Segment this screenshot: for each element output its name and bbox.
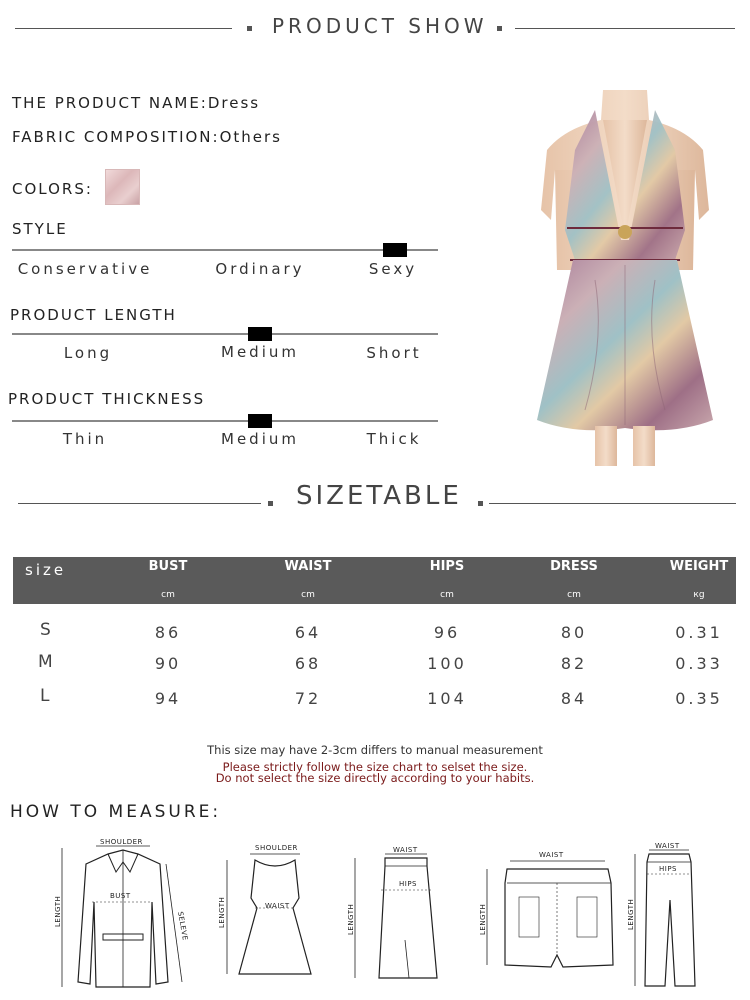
jacket-label-length: LENGTH — [54, 895, 62, 927]
skirt-label-waist: WAIST — [393, 846, 418, 854]
table-cell: 82 — [560, 654, 588, 673]
shorts-label-waist: WAIST — [539, 851, 564, 859]
style-option-ordinary: Ordinary — [215, 260, 305, 278]
table-cell: 90 — [154, 654, 182, 673]
table-cell: 96 — [433, 623, 461, 642]
jacket-label-bust: BUST — [110, 892, 131, 900]
table-cell: 104 — [427, 689, 467, 708]
shorts-label-length: LENGTH — [479, 903, 487, 935]
length-option-medium: Medium — [221, 343, 299, 361]
column-unit-waist: cm — [301, 590, 315, 600]
skirt-measure-diagram — [345, 840, 445, 988]
fabric-row — [12, 128, 282, 146]
pants-label-length: LENGTH — [627, 898, 635, 930]
product-name-row — [12, 94, 260, 112]
column-unit-hips: cm — [440, 590, 454, 600]
colors-label: COLORS: — [12, 180, 93, 198]
column-unit-bust: cm — [161, 590, 175, 600]
thickness-option-thin: Thin — [62, 430, 108, 448]
thickness-title: PRODUCT THICKNESS — [8, 390, 206, 408]
warning-note-2: Do not select the size directly according to your habits. — [215, 771, 535, 785]
size-table-header — [13, 557, 736, 604]
table-cell: 64 — [294, 623, 322, 642]
length-option-long: Long — [63, 344, 113, 362]
page-title: PRODUCT SHOW — [272, 14, 488, 38]
thickness-option-medium: Medium — [221, 430, 299, 448]
header-dot-left — [247, 26, 252, 31]
table-cell: 80 — [560, 623, 588, 642]
sizetable-dot-right — [478, 501, 483, 506]
length-marker — [248, 327, 272, 341]
jacket-label-shoulder: SHOULDER — [100, 838, 143, 846]
style-option-sexy: Sexy — [368, 260, 418, 278]
table-cell: 0.35 — [675, 689, 723, 708]
sizetable-rule-right — [489, 503, 736, 504]
length-scale — [12, 333, 438, 335]
color-swatch[interactable] — [105, 169, 140, 205]
product-image — [525, 90, 725, 470]
pants-label-waist: WAIST — [655, 842, 680, 850]
table-cell: 86 — [154, 623, 182, 642]
skirt-label-hips: HIPS — [399, 880, 417, 888]
thickness-marker — [248, 414, 272, 428]
table-cell: 0.31 — [675, 623, 723, 642]
jacket-measure-diagram — [48, 832, 198, 992]
column-header-waist: WAIST — [284, 559, 332, 574]
product-name-value: Dress — [207, 94, 261, 112]
column-header-bust: BUST — [148, 559, 188, 574]
table-cell: 84 — [560, 689, 588, 708]
column-header-dress: DRESS — [550, 559, 598, 574]
style-marker — [383, 243, 407, 257]
table-row-size: L — [40, 686, 50, 706]
dress-label-shoulder: SHOULDER — [255, 844, 298, 852]
column-header-hips: HIPS — [429, 559, 465, 574]
table-row-size: M — [38, 652, 53, 672]
pants-label-hips: HIPS — [659, 865, 677, 873]
product-name-label: THE PRODUCT NAME: — [12, 94, 208, 112]
style-scale — [12, 249, 438, 251]
table-cell: 0.33 — [675, 654, 723, 673]
how-to-measure-title: HOW TO MEASURE: — [10, 802, 222, 822]
dress-label-waist: WAIST — [265, 902, 290, 910]
pants-measure-diagram — [625, 840, 705, 992]
shorts-measure-diagram — [475, 845, 615, 975]
fabric-label: FABRIC COMPOSITION: — [12, 128, 220, 146]
table-cell: 68 — [294, 654, 322, 673]
thickness-scale — [12, 420, 438, 422]
measurement-note: This size may have 2-3cm differs to manual measurement — [207, 743, 543, 757]
table-row-size: S — [40, 620, 51, 640]
header-dot-right — [497, 26, 502, 31]
mannequin-dress-illustration — [525, 90, 725, 470]
sizetable-rule-left — [18, 503, 261, 504]
column-unit-weight: кg — [693, 590, 705, 600]
skirt-label-length: LENGTH — [347, 903, 355, 935]
header-rule-left — [15, 28, 232, 29]
table-cell: 100 — [427, 654, 467, 673]
sizetable-title: SIZETABLE — [296, 481, 462, 511]
dress-label-length: LENGTH — [218, 896, 226, 928]
warning-note-1: Please strictly follow the size chart to selset the size. — [222, 760, 528, 774]
length-option-short: Short — [366, 344, 422, 362]
table-cell: 94 — [154, 689, 182, 708]
header-rule-right — [515, 28, 735, 29]
style-option-conservative: Conservative — [17, 260, 153, 278]
size-column-header: size — [25, 561, 67, 579]
dress-measure-diagram — [215, 838, 315, 988]
column-unit-dress: cm — [567, 590, 581, 600]
fabric-value: Others — [219, 128, 282, 146]
sizetable-dot-left — [268, 501, 273, 506]
jacket-label-sleeve: SELEVE — [176, 910, 190, 942]
column-header-weight: WEIGHT — [669, 559, 729, 574]
style-title: STYLE — [12, 220, 68, 238]
length-title: PRODUCT LENGTH — [10, 306, 177, 324]
table-cell: 72 — [294, 689, 322, 708]
thickness-option-thick: Thick — [366, 430, 422, 448]
